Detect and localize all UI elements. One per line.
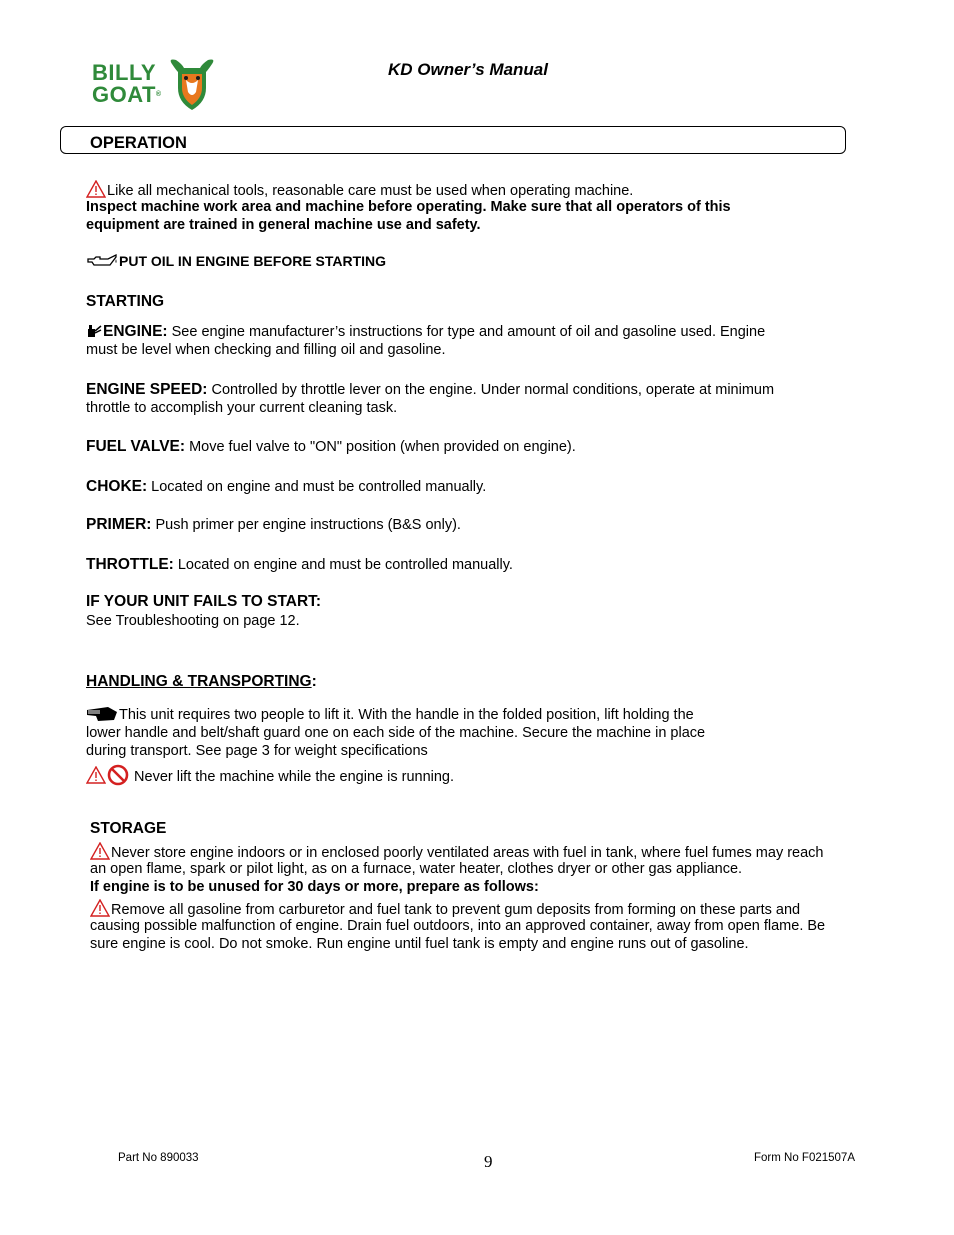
warning-triangle-icon (90, 842, 110, 860)
fuel-valve-line: FUEL VALVE: Move fuel valve to "ON" position (when provided on engine). (86, 438, 576, 455)
warning-triangle-icon (86, 766, 106, 784)
warning-triangle-icon (86, 180, 106, 198)
manual-title: KD Owner’s Manual (388, 60, 548, 79)
handling-line-3: during transport. See page 3 for weight specifications (86, 743, 428, 759)
oil-can-icon (86, 253, 118, 269)
storage-p2-line-1: Remove all gasoline from carburetor and fuel tank to prevent gum deposits from forming on these parts and (90, 899, 800, 919)
billy-goat-logo (92, 58, 220, 112)
oil-notice: PUT OIL IN ENGINE BEFORE STARTING (86, 252, 386, 270)
choke-line: CHOKE: Located on engine and must be controlled manually. (86, 478, 487, 495)
primer-line: PRIMER: Push primer per engine instructions (B&S only). (86, 516, 461, 533)
engine-speed-line-1: ENGINE SPEED: Controlled by throttle lever on the engine. Under normal conditions, operate at minimum (86, 381, 775, 398)
intro-line-1: Like all mechanical tools, reasonable care must be used when operating machine. (86, 180, 633, 200)
engine-paragraph-line-2: must be level when checking and filling oil and gasoline. (86, 342, 446, 358)
engine-paragraph-line-1: ENGINE: See engine manufacturer’s instructions for type and amount of oil and gasoline used. Engine (86, 323, 765, 341)
engine-speed-line-2: throttle to accomplish your current cleaning task. (86, 400, 398, 416)
footer-form-number: Form No F021507A (754, 1152, 855, 1164)
fails-heading: IF YOUR UNIT FAILS TO START: (86, 593, 322, 610)
starting-heading: STARTING (86, 293, 165, 310)
handling-line-1: This unit requires two people to lift it. With the handle in the folded position, lift holding the (86, 706, 694, 724)
engine-icon (86, 323, 102, 339)
storage-heading: STORAGE (90, 820, 167, 837)
handling-line-2: lower handle and belt/shaft guard one on each side of the machine. Secure the machine in place (86, 725, 706, 741)
intro-line-3: equipment are trained in general machine use and safety. (86, 217, 481, 233)
handling-heading: HANDLING & TRANSPORTING: (86, 673, 317, 690)
handling-warning: Never lift the machine while the engine is running. (86, 764, 454, 786)
logo-word-goat: GOAT® (92, 82, 162, 107)
lifting-hand-icon (86, 706, 118, 722)
page-number: 9 (484, 1152, 493, 1171)
storage-bold-line: If engine is to be unused for 30 days or more, prepare as follows: (90, 879, 539, 895)
intro-line-2: Inspect machine work area and machine before operating. Make sure that all operators of this (86, 199, 731, 215)
throttle-line: THROTTLE: Located on engine and must be controlled manually. (86, 556, 513, 573)
storage-p2-line-3: sure engine is cool. Do not smoke. Run engine until fuel tank is empty and engine runs out of gasoline. (90, 936, 749, 952)
section-title: OPERATION (90, 134, 187, 152)
storage-p1-line-2: an open flame, spark or pilot light, as on a furnace, water heater, clothes dryer or other gas appliance. (90, 861, 743, 877)
logo-word-billy: BILLY (92, 60, 157, 85)
storage-p1-line-1: Never store engine indoors or in enclosed poorly ventilated areas with fuel in tank, where fuel fumes may reach (90, 842, 824, 862)
prohibited-icon (107, 764, 129, 786)
footer-part-number: Part No 890033 (118, 1152, 199, 1164)
goat-head-icon (166, 58, 218, 112)
warning-triangle-icon (90, 899, 110, 917)
storage-p2-line-2: causing possible malfunction of engine. Drain fuel outdoors, into an approved container, away from open flame. Be (90, 918, 826, 934)
fails-text: See Troubleshooting on page 12. (86, 613, 300, 629)
